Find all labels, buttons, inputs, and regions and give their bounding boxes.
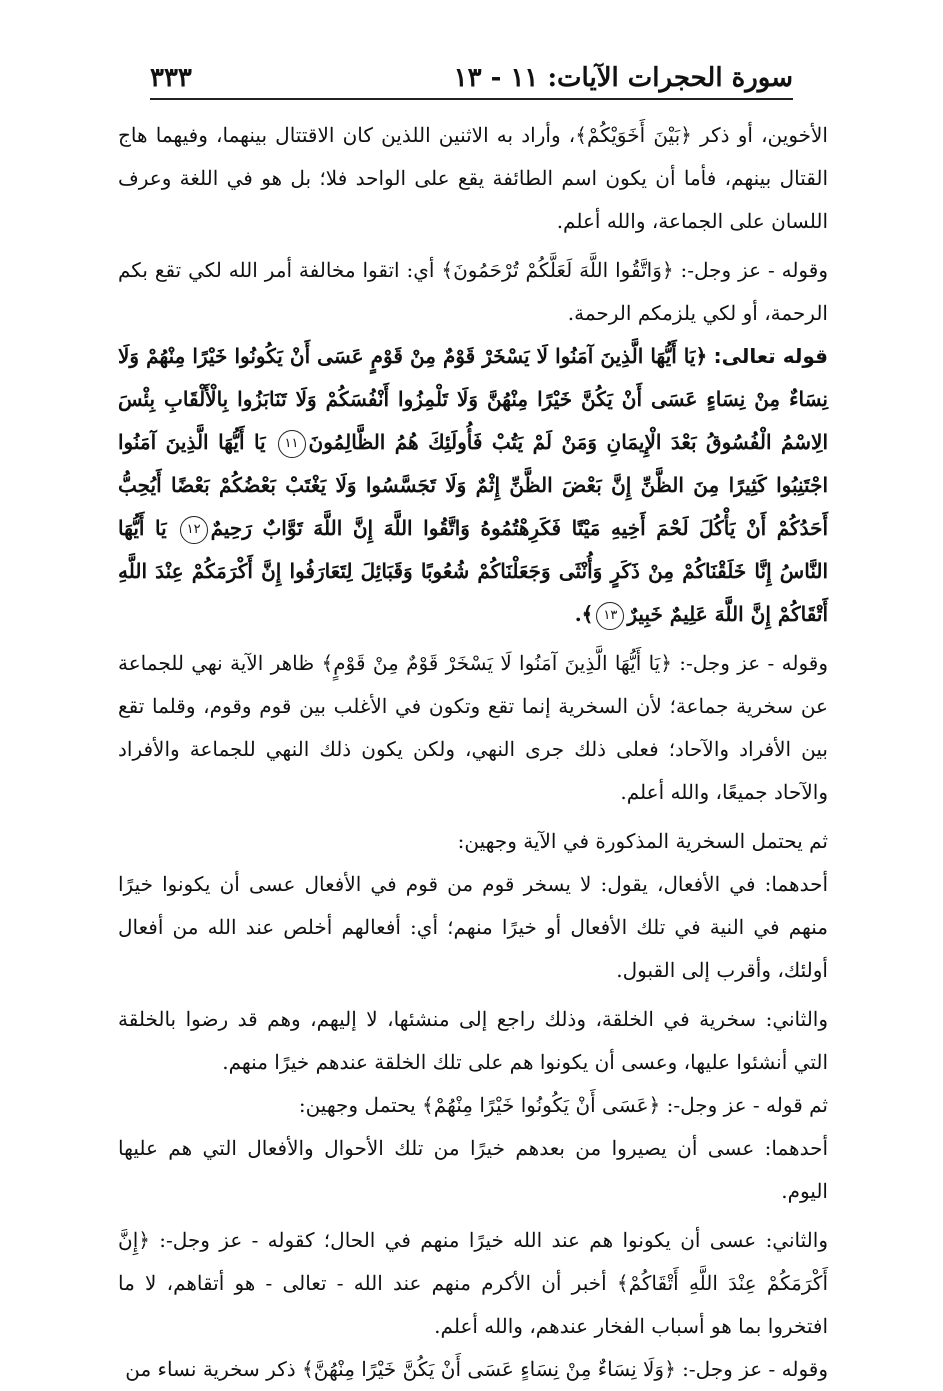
paragraph-2: وقوله - عز وجل-: ﴿وَاتَّقُوا اللَّهَ لَعَلَّكُمْ تُرْحَمُونَ﴾ أي: اتقوا مخالفة أمر الله لكي تقع بكم الرحمة، أو لكي يلزمكم الرحمة. — [118, 258, 828, 325]
paragraph-6: والثاني: سخرية في الخلقة، وذلك راجع إلى منشئها، لا إليهم، وهم قد رضوا بالخلقة التي أنشئوا عليها، وعسى أن يكونوا هم على تلك الخلقة عندهم خيرًا منهم. — [118, 1007, 828, 1074]
paragraph-3: وقوله - عز وجل-: ﴿يَا أَيُّهَا الَّذِينَ آمَنُوا لَا يَسْخَرْ قَوْمٌ مِنْ قَوْمٍ﴾ ظاهر الآية نهي للجماعة عن سخرية جماعة؛ لأن السخرية إنما تقع وتكون في الأغلب بين قوم وقوم، وقلما تقع بين الأفراد والآحاد؛ فعلى ذلك جرى النهي، ولكن يكون ذلك النهي للجماعة والأفراد والآحاد جميعًا، والله أعلم. — [118, 651, 828, 804]
quran-verses-13: يَا أَيُّهَا النَّاسُ إِنَّا خَلَقْنَاكُمْ مِنْ ذَكَرٍ وَأُنْثَى وَجَعَلْنَاكُمْ شُعُوبًا وَقَبَائِلَ لِتَعَارَفُوا إِنَّ أَكْرَمَكُمْ عِنْدَ اللَّهِ أَتْقَاكُمْ إِنَّ اللَّهَ عَلِيمٌ خَبِيرٌ — [118, 516, 829, 626]
page-body — [118, 114, 828, 1391]
quran-close: ﴾. — [574, 602, 594, 626]
quran-verses-11: ﴿يَا أَيُّهَا الَّذِينَ آمَنُوا لَا يَسْخَرْ قَوْمٌ مِنْ قَوْمٍ عَسَى أَنْ يَكُونُوا خَيْرًا مِنْهُمْ وَلَا نِسَاءٌ مِنْ نِسَاءٍ عَسَى أَنْ يَكُنَّ خَيْرًا مِنْهُنَّ وَلَا تَلْمِزُوا أَنْفُسَكُمْ وَلَا تَنَابَزُوا بِالْأَلْقَابِ بِئْسَ الِاسْمُ الْفُسُوقُ بَعْدَ الْإِيمَانِ وَمَنْ لَمْ يَتُبْ فَأُولَئِكَ هُمُ الظَّالِمُونَ — [118, 344, 829, 454]
quran-lead: قوله تعالى: — [713, 344, 828, 368]
paragraph-4: ثم يحتمل السخرية المذكورة في الآية وجهين: — [457, 829, 828, 853]
paragraph-10: وقوله - عز وجل-: ﴿وَلَا نِسَاءٌ مِنْ نِسَاءٍ عَسَى أَنْ يَكُنَّ خَيْرًا مِنْهُنَّ﴾ ذكر سخرية نساء من — [125, 1357, 828, 1381]
running-header — [150, 58, 793, 100]
ayah-marker-13: ١٣ — [596, 602, 624, 630]
ayah-marker-11: ١١ — [278, 430, 306, 458]
quran-verses-12: يَا أَيُّهَا الَّذِينَ آمَنُوا اجْتَنِبُوا كَثِيرًا مِنَ الظَّنِّ إِنَّ بَعْضَ الظَّنِّ إِثْمٌ وَلَا تَجَسَّسُوا وَلَا يَغْتَبْ بَعْضُكُمْ بَعْضًا أَيُحِبُّ أَحَدُكُمْ أَنْ يَأْكُلَ لَحْمَ أَخِيهِ مَيْتًا فَكَرِهْتُمُوهُ وَاتَّقُوا اللَّهَ إِنَّ اللَّهَ تَوَّابٌ رَحِيمٌ — [118, 430, 829, 540]
ayah-marker-12: ١٢ — [180, 516, 208, 544]
page-number: ٣٣٣ — [150, 63, 192, 93]
paragraph-9: والثاني: عسى أن يكونوا هم عند الله خيرًا منهم في الحال؛ كقوله - عز وجل-: ﴿إِنَّ أَكْرَمَكُمْ عِنْدَ اللَّهِ أَتْقَاكُمْ﴾ أخبر أن الأكرم منهم عند الله - تعالى - هو أتقاهم، لا ما افتخروا بما هو أسباب الفخار عندهم، والله أعلم. — [118, 1228, 828, 1338]
surah-heading: سورة الحجرات الآيات: ١١ - ١٣ — [453, 63, 793, 93]
paragraph-1: الأخوين، أو ذكر ﴿بَيْنَ أَخَوَيْكُمْ﴾، وأراد به الاثنين اللذين كان الاقتتال بينهما، وفيهما هاج القتال بينهم، فأما أن يكون اسم الطائفة يقع على الواحد فلا؛ بل هو في اللغة وعرف اللسان على الجماعة، والله أعلم. — [118, 123, 828, 233]
quran-block — [118, 335, 828, 636]
paragraph-5: أحدهما: في الأفعال، يقول: لا يسخر قوم من قوم في الأفعال عسى أن يكونوا خيرًا منهم في النية في تلك الأفعال أو خيرًا منهم؛ أي: أفعالهم أخلص عند الله من أفعال أولئك، وأقرب إلى القبول. — [118, 872, 828, 982]
paragraph-7: ثم قوله - عز وجل-: ﴿عَسَى أَنْ يَكُونُوا خَيْرًا مِنْهُمْ﴾ يحتمل وجهين: — [298, 1093, 828, 1117]
paragraph-8: أحدهما: عسى أن يصيروا من بعدهم خيرًا من تلك الأحوال والأفعال التي هم عليها اليوم. — [118, 1136, 828, 1203]
